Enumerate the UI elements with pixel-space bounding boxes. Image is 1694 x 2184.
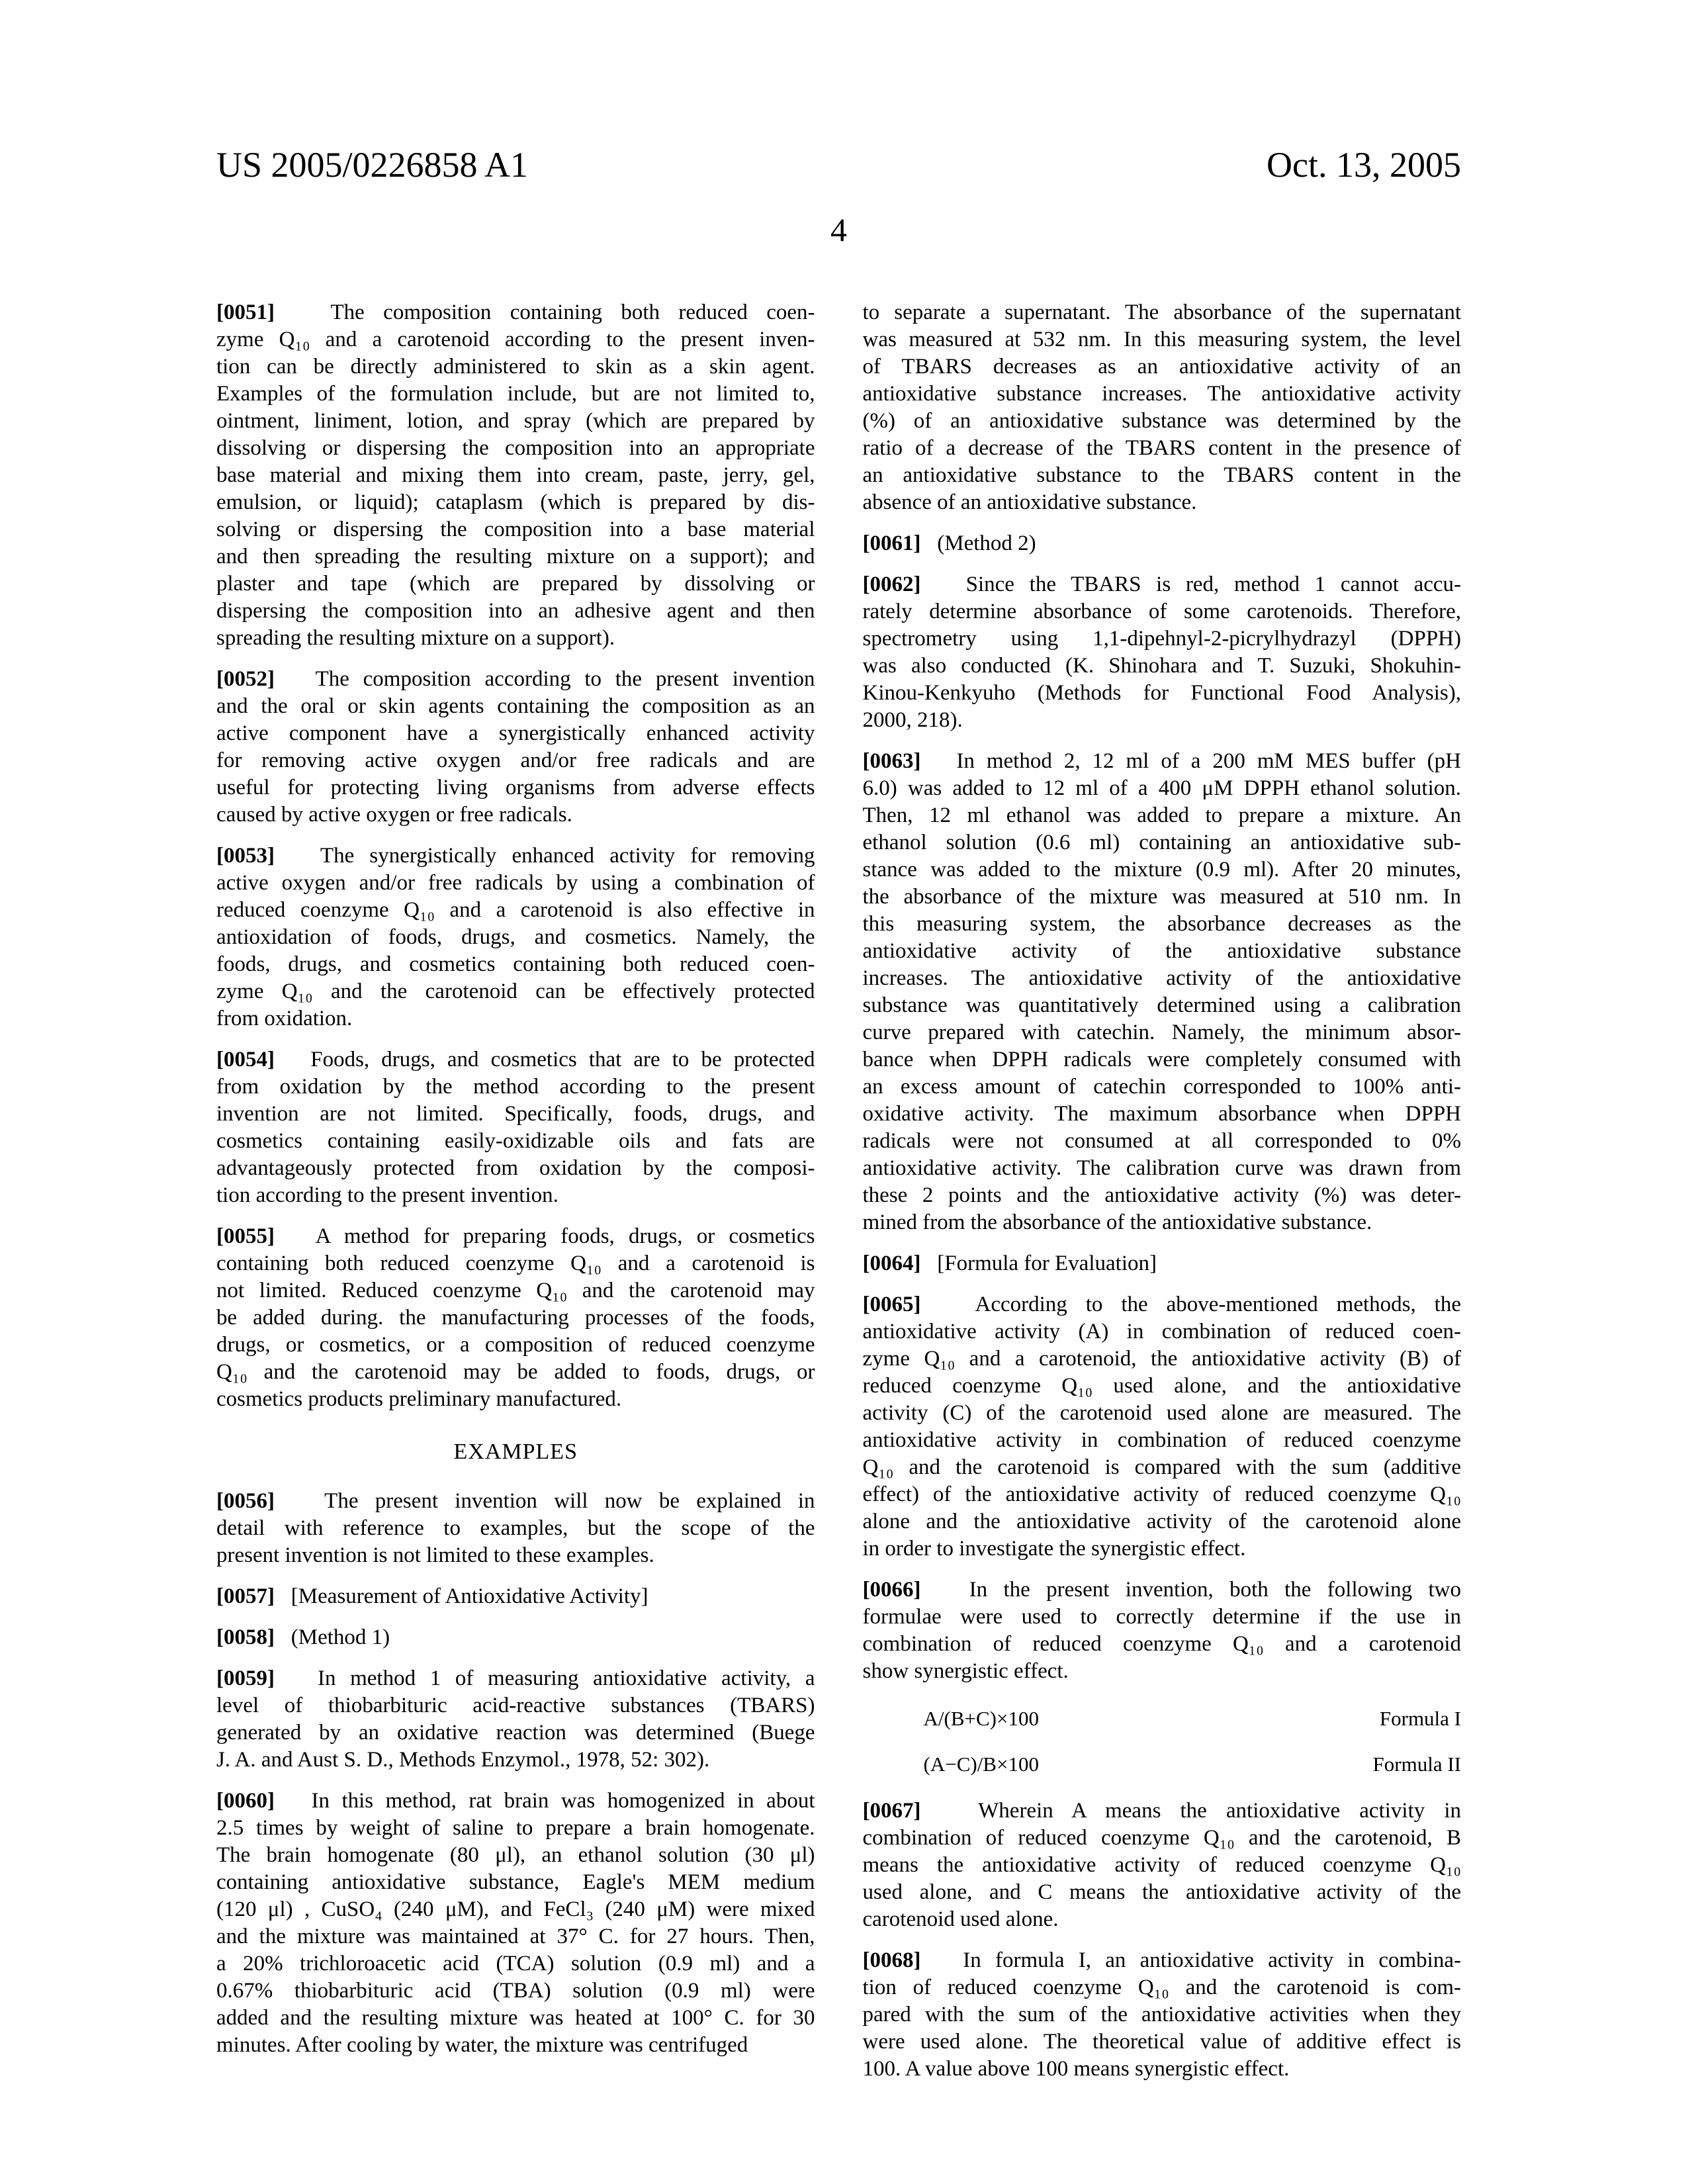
- paragraph-number: [0054]: [216, 1048, 275, 1071]
- text-line: a 20% trichloroacetic acid (TCA) solution (0.9 ml) and a: [216, 1952, 815, 1976]
- text-line: generated by an oxidative reaction was determined (Buege: [216, 1721, 815, 1745]
- text-line: [0059] In method 1 of measuring antioxidative activity, a: [216, 1666, 815, 1690]
- text-line: combination of reduced coenzyme Q₁₀ and a carotenoid: [862, 1632, 1461, 1656]
- paragraph: [863, 1797, 1462, 1933]
- formula-expression: (A−C)/B×100: [923, 1752, 1039, 1776]
- text-line: level of thiobarbituric acid-reactive substances (TBARS): [216, 1694, 815, 1717]
- text-line: antioxidation of foods, drugs, and cosmetics. Namely, the: [216, 925, 815, 949]
- text-line: [0052] The composition according to the present invention: [216, 667, 815, 691]
- text-line: advantageously protected from oxidation by the composi-: [216, 1156, 815, 1180]
- paragraph-number: [0052]: [216, 667, 275, 691]
- paragraph-number: [0051]: [216, 300, 275, 324]
- text-line: [0067] Wherein A means the antioxidative activity in: [862, 1799, 1461, 1823]
- text-line: was also conducted (K. Shinohara and T. Suzuki, Shokuhin-: [862, 654, 1461, 678]
- text-line: antioxidative activity of the antioxidative substance: [862, 939, 1461, 963]
- paragraph-number: [0056]: [216, 1489, 275, 1513]
- text-line: cosmetics containing easily-oxidizable oils and fats are: [216, 1129, 815, 1153]
- paragraph: [216, 299, 815, 652]
- text-line: Then, 12 ml ethanol was added to prepare a mixture. An: [862, 803, 1461, 827]
- section-heading: EXAMPLES: [453, 1439, 578, 1464]
- paragraph: [216, 1488, 815, 1569]
- paragraph: [216, 842, 815, 1032]
- text-line: [0058] (Method 1): [216, 1625, 390, 1649]
- text-line: 6.0) was added to 12 ml of a 400 μM DPPH ethanol solution.: [862, 776, 1461, 800]
- paragraph: [216, 666, 815, 829]
- text-line: active oxygen and/or free radicals by using a combination of: [216, 871, 815, 895]
- text-line: dispersing the composition into an adhesive agent and then: [216, 599, 815, 623]
- formula-expression: A/(B+C)×100: [923, 1707, 1039, 1730]
- text-line: pared with the sum of the antioxidative activities when they: [862, 2003, 1461, 2027]
- text-line: carotenoid used alone.: [862, 1907, 1059, 1932]
- text-line: for removing active oxygen and/or free radicals and are: [216, 749, 815, 772]
- text-line: [0062] Since the TBARS is red, method 1 cannot accu-: [862, 572, 1461, 596]
- text-line: J. A. and Aust S. D., Methods Enzymol., 1978, 52: 302).: [216, 1748, 710, 1772]
- text-line: were used alone. The theoretical value of additive effect is: [862, 2030, 1461, 2054]
- text-line: antioxidative activity (A) in combination of reduced coen-: [862, 1320, 1461, 1343]
- text-line: was measured at 532 nm. In this measuring system, the level: [862, 328, 1461, 351]
- text-line: spreading the resulting mixture on a support).: [216, 626, 615, 650]
- text-line: solving or dispersing the composition into a base material: [216, 518, 815, 541]
- text-line: [0064] [Formula for Evaluation]: [862, 1251, 1157, 1275]
- paragraph: [216, 1046, 815, 1209]
- formula-row: [863, 1752, 1462, 1776]
- text-line: base material and mixing them into cream, paste, jerry, gel,: [216, 463, 815, 487]
- text-line: absence of an antioxidative substance.: [862, 490, 1197, 514]
- paragraph-number: [0067]: [862, 1799, 921, 1823]
- text-line: cosmetics products preliminary manufactured.: [216, 1387, 622, 1411]
- formula-row: [863, 1706, 1462, 1731]
- text-line: containing antioxidative substance, Eagle's MEM medium: [216, 1870, 815, 1894]
- text-line: invention are not limited. Specifically, foods, drugs, and: [216, 1102, 815, 1126]
- text-line: dissolving or dispersing the composition into an appropriate: [216, 436, 815, 460]
- text-line: 0.67% thiobarbituric acid (TBA) solution (0.9 ml) were: [216, 1979, 815, 2003]
- paragraph: [216, 1624, 815, 1651]
- text-line: oxidative activity. The maximum absorbance when DPPH: [862, 1102, 1461, 1126]
- text-line: [0054] Foods, drugs, and cosmetics that are to be protected: [216, 1048, 815, 1071]
- text-line: from oxidation.: [216, 1007, 353, 1030]
- text-line: [0063] In method 2, 12 ml of a 200 mM MES buffer (pH: [862, 749, 1461, 773]
- text-line: 100. A value above 100 means synergistic effect.: [862, 2057, 1290, 2081]
- text-line: present invention is not limited to these examples.: [216, 1543, 654, 1567]
- text-line: show synergistic effect.: [862, 1659, 1069, 1683]
- text-line: bance when DPPH radicals were completely consumed with: [862, 1048, 1461, 1071]
- text-line: mined from the absorbance of the antioxidative substance.: [862, 1210, 1372, 1234]
- paragraph-number: [0065]: [862, 1293, 921, 1316]
- text-line: detail with reference to examples, but the scope of the: [216, 1516, 815, 1540]
- right-column: [863, 299, 1462, 2097]
- text-line: tion can be directly administered to skin as a skin agent.: [216, 355, 815, 379]
- text-line: emulsion, or liquid); cataplasm (which is prepared by dis-: [216, 490, 815, 514]
- text-line: Q₁₀ and the carotenoid may be added to foods, drugs, or: [216, 1360, 815, 1384]
- text-line: substance was quantitatively determined using a calibration: [862, 993, 1461, 1017]
- formula-label: Formula II: [1372, 1752, 1461, 1776]
- text-line: [0060] In this method, rat brain was homogenized in about: [216, 1789, 815, 1813]
- text-line: The brain homogenate (80 μl), an ethanol solution (30 μl): [216, 1843, 815, 1867]
- text-line: alone and the antioxidative activity of the carotenoid alone: [862, 1510, 1461, 1533]
- paragraph: [863, 1947, 1462, 2083]
- text-line: an antioxidative substance to the TBARS content in the: [862, 463, 1461, 487]
- paragraph-number: [0064]: [862, 1251, 921, 1275]
- text-line: zyme Q₁₀ and a carotenoid according to the present inven-: [216, 328, 815, 351]
- paragraph: [863, 1250, 1462, 1277]
- text-line: reduced coenzyme Q₁₀ and a carotenoid is also effective in: [216, 898, 815, 922]
- text-line: rately determine absorbance of some carotenoids. Therefore,: [862, 600, 1461, 623]
- text-line: (%) of an antioxidative substance was determined by the: [862, 409, 1461, 433]
- text-line: drugs, or cosmetics, or a composition of reduced coenzyme: [216, 1333, 815, 1357]
- text-line: the absorbance of the mixture was measured at 510 nm. In: [862, 885, 1461, 909]
- paragraph-number: [0063]: [862, 749, 921, 773]
- text-line: combination of reduced coenzyme Q₁₀ and the carotenoid, B: [862, 1826, 1461, 1850]
- text-line: zyme Q₁₀ and the carotenoid can be effectively protected: [216, 979, 815, 1003]
- paragraph-number: [0053]: [216, 844, 275, 868]
- paragraph: [863, 530, 1462, 557]
- page-number: 4: [830, 211, 847, 248]
- text-line: tion of reduced coenzyme Q₁₀ and the carotenoid is com-: [862, 1976, 1461, 2000]
- text-line: reduced coenzyme Q₁₀ used alone, and the antioxidative: [862, 1374, 1461, 1398]
- text-line: [0051] The composition containing both reduced coen-: [216, 300, 815, 324]
- text-line: ethanol solution (0.6 ml) containing an antioxidative sub-: [862, 831, 1461, 854]
- text-line: 2.5 times by weight of saline to prepare a brain homogenate.: [216, 1816, 815, 1840]
- text-line: Kinou-Kenkyuho (Methods for Functional Food Analysis),: [862, 681, 1461, 705]
- text-line: radicals were not consumed at all corresponded to 0%: [862, 1129, 1461, 1153]
- text-line: curve prepared with catechin. Namely, the minimum absor-: [862, 1021, 1461, 1044]
- text-line: antioxidative substance increases. The antioxidative activity: [862, 382, 1461, 406]
- text-line: (120 μl) , CuSO₄ (240 μM), and FeCl₃ (240 μM) were mixed: [216, 1897, 815, 1921]
- publication-number: US 2005/0226858 A1: [216, 145, 529, 185]
- text-line: foods, drugs, and cosmetics containing both reduced coen-: [216, 952, 815, 976]
- paragraph: [863, 1291, 1462, 1563]
- text-columns: [216, 299, 1461, 2097]
- text-line: [0065] According to the above-mentioned methods, the: [862, 1293, 1461, 1316]
- text-line: [0066] In the present invention, both the following two: [862, 1578, 1461, 1602]
- paragraph: [863, 299, 1462, 516]
- text-line: plaster and tape (which are prepared by dissolving or: [216, 572, 815, 596]
- text-line: be added during. the manufacturing processes of the foods,: [216, 1306, 815, 1330]
- text-line: activity (C) of the carotenoid used alone are measured. The: [862, 1401, 1461, 1425]
- text-line: ratio of a decrease of the TBARS content in the presence of: [862, 436, 1461, 460]
- text-line: [0053] The synergistically enhanced activity for removing: [216, 844, 815, 868]
- left-column: [216, 299, 815, 2097]
- paragraph-number: [0061]: [862, 531, 921, 555]
- paragraph: [216, 1665, 815, 1774]
- text-line: effect) of the antioxidative activity of reduced coenzyme Q₁₀: [862, 1482, 1461, 1506]
- text-line: formulae were used to correctly determine if the use in: [862, 1605, 1461, 1629]
- publication-date: Oct. 13, 2005: [1267, 145, 1461, 185]
- paragraph-number: [0066]: [862, 1578, 921, 1602]
- paragraph: [216, 1223, 815, 1413]
- text-line: from oxidation by the method according to the present: [216, 1075, 815, 1099]
- text-line: [0061] (Method 2): [862, 531, 1036, 555]
- text-line: not limited. Reduced coenzyme Q₁₀ and the carotenoid may: [216, 1279, 815, 1302]
- paragraph: [863, 748, 1462, 1236]
- text-line: caused by active oxygen or free radicals.: [216, 803, 572, 827]
- text-line: antioxidative activity in combination of reduced coenzyme: [862, 1428, 1461, 1452]
- text-line: of TBARS decreases as an antioxidative activity of an: [862, 355, 1461, 379]
- text-line: 2000, 218).: [862, 708, 963, 732]
- text-line: ointment, liniment, lotion, and spray (which are prepared by: [216, 409, 815, 433]
- text-line: tion according to the present invention.: [216, 1183, 558, 1207]
- page-header: [216, 147, 1461, 183]
- text-line: this measuring system, the absorbance decreases as the: [862, 912, 1461, 936]
- text-line: containing both reduced coenzyme Q₁₀ and a carotenoid is: [216, 1251, 815, 1275]
- text-line: useful for protecting living organisms from adverse effects: [216, 776, 815, 799]
- text-line: stance was added to the mixture (0.9 ml). After 20 minutes,: [862, 858, 1461, 882]
- text-line: and the oral or skin agents containing the composition as an: [216, 694, 815, 718]
- text-line: active component have a synergistically enhanced activity: [216, 721, 815, 745]
- text-line: added and the resulting mixture was heated at 100° C. for 30: [216, 2006, 815, 2030]
- paragraph: [216, 1583, 815, 1610]
- text-line: spectrometry using 1,1-dipehnyl-2-picrylhydrazyl (DPPH): [862, 627, 1461, 651]
- paragraph-number: [0055]: [216, 1224, 275, 1248]
- paragraph: [863, 1576, 1462, 1685]
- text-line: minutes. After cooling by water, the mixture was centrifuged: [216, 2033, 748, 2057]
- text-line: an excess amount of catechin corresponded to 100% anti-: [862, 1075, 1461, 1099]
- text-line: [0055] A method for preparing foods, drugs, or cosmetics: [216, 1224, 815, 1248]
- text-line: Q₁₀ and the carotenoid is compared with the sum (additive: [862, 1455, 1461, 1479]
- text-line: Examples of the formulation include, but are not limited to,: [216, 382, 815, 406]
- text-line: means the antioxidative activity of reduced coenzyme Q₁₀: [862, 1853, 1461, 1878]
- paragraph-number: [0060]: [216, 1789, 275, 1813]
- text-line: [0056] The present invention will now be explained in: [216, 1489, 815, 1513]
- paragraph: [216, 1788, 815, 2059]
- paragraph-number: [0068]: [862, 1948, 921, 1973]
- text-line: [0068] In formula I, an antioxidative activity in combina-: [862, 1948, 1461, 1973]
- text-line: to separate a supernatant. The absorbance of the supernatant: [862, 300, 1461, 324]
- paragraph: [863, 571, 1462, 734]
- formula-label: Formula I: [1379, 1707, 1461, 1730]
- text-line: and then spreading the resulting mixture on a support); and: [216, 545, 815, 569]
- text-line: these 2 points and the antioxidative activity (%) was deter-: [862, 1183, 1461, 1207]
- text-line: used alone, and C means the antioxidative activity of the: [862, 1880, 1461, 1905]
- text-line: antioxidative activity. The calibration curve was drawn from: [862, 1156, 1461, 1180]
- paragraph-number: [0058]: [216, 1625, 275, 1649]
- paragraph-number: [0057]: [216, 1584, 275, 1608]
- paragraph-number: [0062]: [862, 572, 921, 596]
- text-line: [0057] [Measurement of Antioxidative Activity]: [216, 1584, 648, 1608]
- paragraph-number: [0059]: [216, 1666, 275, 1690]
- text-line: zyme Q₁₀ and a carotenoid, the antioxidative activity (B) of: [862, 1347, 1461, 1371]
- text-line: and the mixture was maintained at 37° C. for 27 hours. Then,: [216, 1925, 815, 1948]
- text-line: increases. The antioxidative activity of the antioxidative: [862, 966, 1461, 990]
- text-line: in order to investigate the synergistic effect.: [862, 1537, 1246, 1561]
